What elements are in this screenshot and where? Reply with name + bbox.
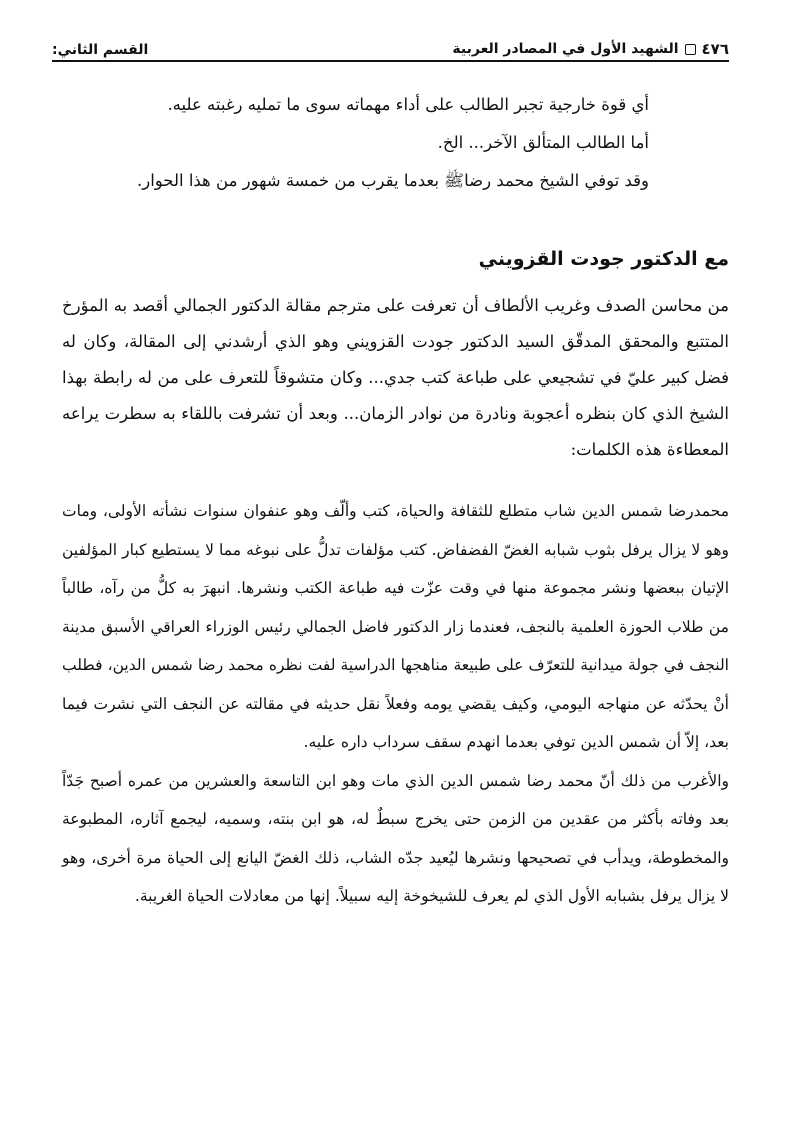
intro-line: أما الطالب المتألق الآخر... الخ.: [437, 133, 649, 152]
header-title-group: [452, 40, 729, 58]
quoted-paragraph: محمدرضا شمس الدين شاب متطلع للثقافة والحياة، كتب وألّف وهو عنفوان سنوات نشأته الأولى، ومات وهو لا يزال يرفل بثوب شبابه الغضّ الفضفاض. كتب مؤلفات تدلُّ على نبوغه مما لا يستطيع كبار المؤلفين الإتيان ببعضها ونشر مجموعة منها في وقت عزّت فيه طباعة الكتب ونشرها. انبهرَ به كلُّ من رآه، طالباً من طلاب الحوزة العلمية بالنجف، فعندما زار الدكتور فاضل الجمالي رئيس الوزراء العراقي الأسبق مدينة النجف في جولة ميدانية للتعرّف على طبيعة مناهجها الدراسية لفت نظره محمد رضا شمس الدين، فطلب أنْ يحدّثه عن منهاجه اليومي، وكيف يقضي يومه وفعلاً نقل حديثه في مقالته عن النجف التي نشرت فيما بعد، إلاّ أن شمس الدين توفي بعدما انهدم سقف سرداب داره عليه.: [62, 502, 729, 751]
intro-line: وقد توفي الشيخ محمد رضاﷺ بعدما يقرب من خمسة شهور من هذا الحوار.: [136, 171, 649, 190]
header-rule: [52, 60, 729, 62]
quoted-paragraph: والأغرب من ذلك أنّ محمد رضا شمس الدين الذي مات وهو ابن التاسعة والعشرين من عمره أصبح جَدّاً بعد وفاته بأكثر من عقدين من الزمن حتى يخرج سبطٌ له، هو ابن بنته، وسميه، ليجمع آثاره، المطبوعة والمخطوطة، ويدأب في تصحيحها ونشرها ليُعيد جدّه الشاب، ذلك الغضّ اليانع إلى الحياة مرة أخرى، وهو لا يزال يرفل بشبابه الأول الذي لم يعرف للشيخوخة إليه سبيلاً. إنها من معادلات الحياة الغريبة.: [62, 771, 729, 905]
page-number: ٤٧٦: [701, 40, 729, 58]
quoted-text-block: [62, 492, 729, 916]
section-label: القسم الثاني:: [52, 42, 149, 58]
running-header: [52, 32, 729, 58]
square-separator-icon: [685, 44, 696, 55]
book-title: الشهيد الأول في المصادر العربية: [452, 41, 679, 57]
body-paragraph-block: [62, 288, 729, 468]
intro-block: [62, 86, 649, 200]
body-paragraph: من محاسن الصدف وغريب الألطاف أن تعرفت على مترجم مقالة الدكتور الجمالي أقصد به المؤرخ المتتبع والمحقق المدقّق السيد الدكتور جودت القزويني وهو الذي أرشدني إلى المقالة، وكان له فضل كبير عليّ في تشجيعي على طباعة كتب جدي... وكان متشوقاً للتعرف على من له رابطة بهذا الشيخ الذي كان بنظره أعجوبة ونادرة من نوادر الزمان... وبعد أن تشرفت باللقاء به سطرت يراعه المعطاءة هذه الكلمات:: [62, 296, 729, 459]
intro-line: أي قوة خارجية تجبر الطالب على أداء مهماته سوى ما تمليه رغبته عليه.: [167, 95, 649, 114]
section-heading: مع الدكتور جودت القزويني: [478, 248, 729, 270]
